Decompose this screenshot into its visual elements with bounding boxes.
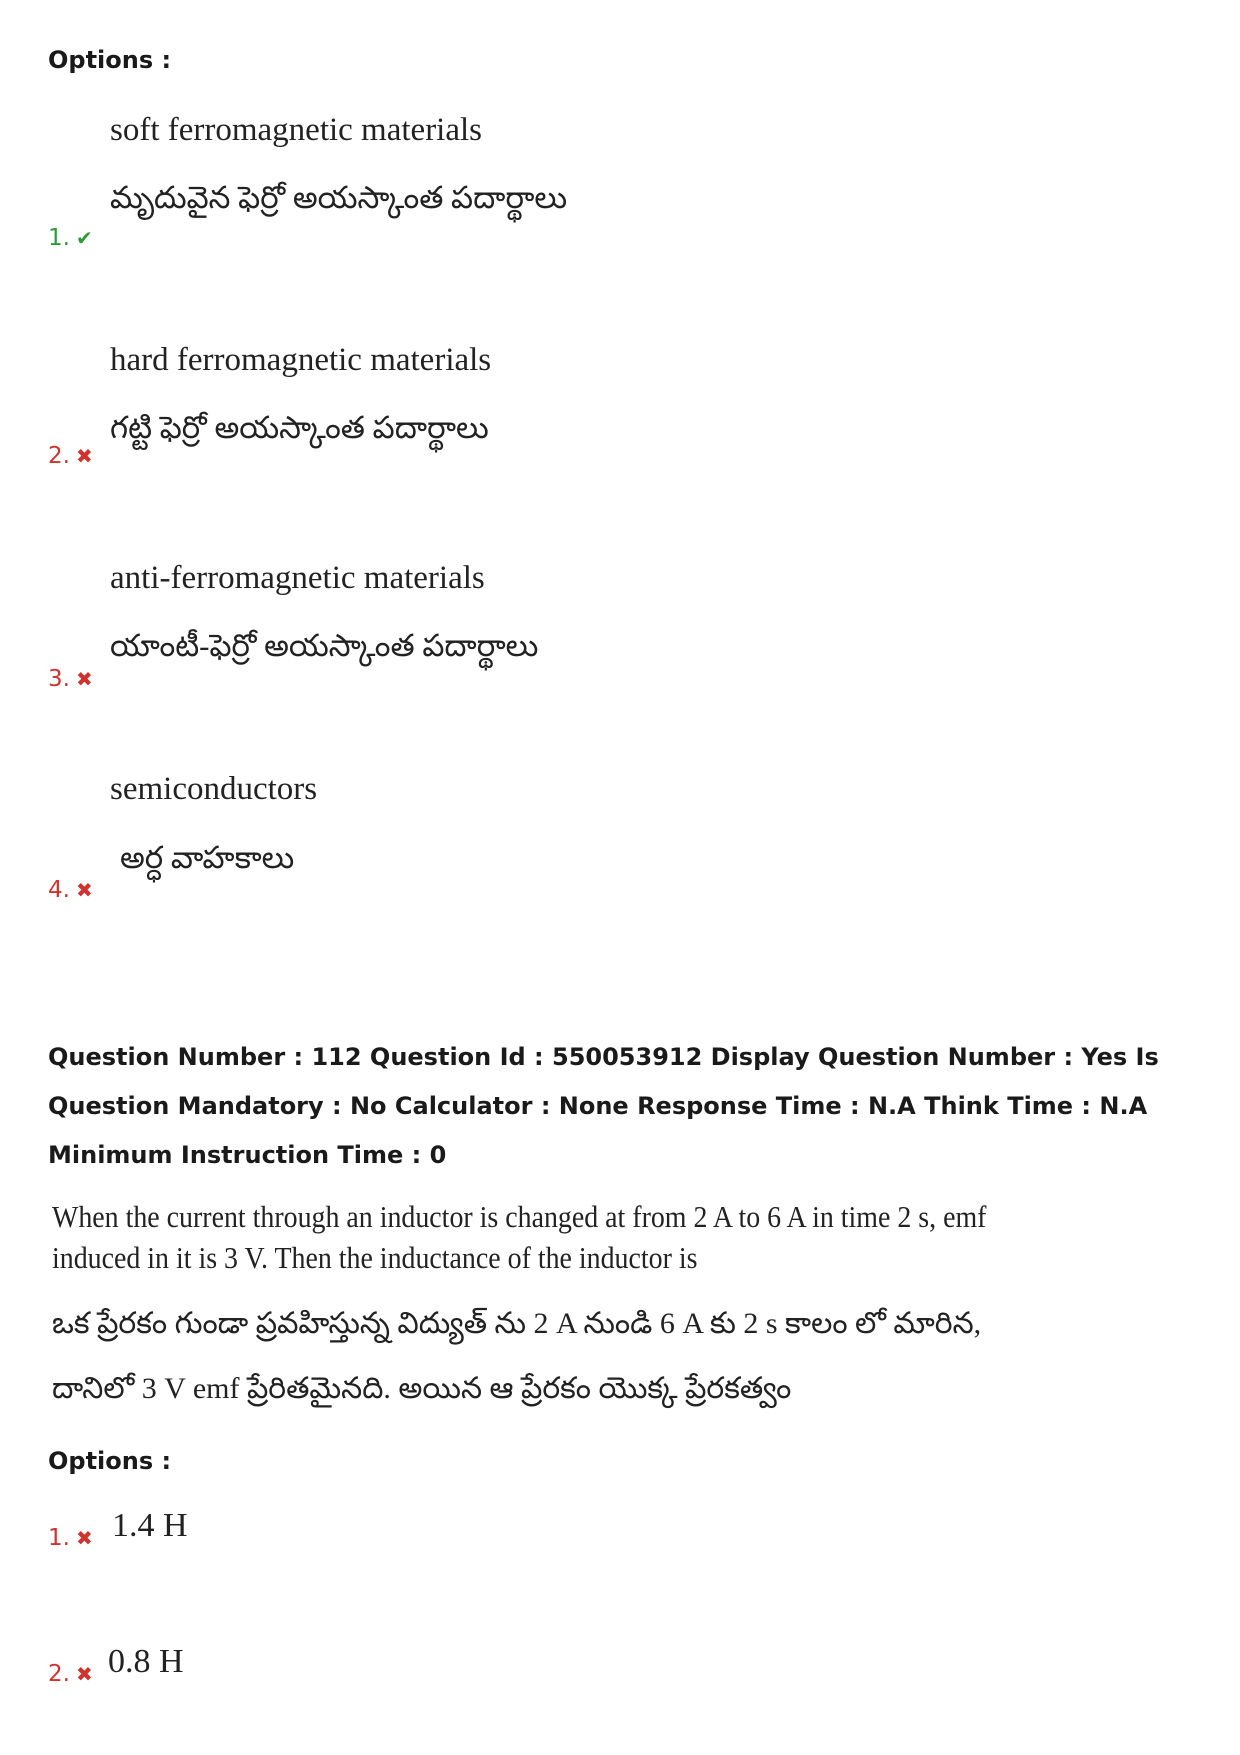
option-3-english: anti-ferromagnetic materials bbox=[110, 560, 485, 596]
check-icon: ✔ bbox=[75, 226, 93, 250]
option-number-label: 1. bbox=[48, 225, 70, 251]
answer-option-2-value: 0.8 H bbox=[108, 1643, 184, 1680]
question-text-telugu-line-2: దానిలో 3 V emf ప్రేరితమైనది. అయిన ఆ ప్రేరకం యొక్క ప్రేరకత్వం bbox=[52, 1372, 792, 1405]
option-4-english: semiconductors bbox=[110, 771, 318, 807]
cross-icon: ✖ bbox=[75, 667, 93, 691]
option-4-number bbox=[48, 877, 93, 903]
option-number-label: 4. bbox=[48, 877, 70, 903]
options-heading: Options : bbox=[48, 46, 172, 74]
options-heading: Options : bbox=[48, 1447, 172, 1475]
answer-option-1-number bbox=[48, 1525, 93, 1551]
cross-icon: ✖ bbox=[75, 444, 93, 468]
option-1-number bbox=[48, 225, 93, 251]
option-2-number bbox=[48, 443, 93, 469]
option-3-telugu: యాంటీ-ఫెర్రో అయస్కాంత పదార్థాలు bbox=[110, 628, 539, 663]
answer-option-2-number bbox=[48, 1661, 93, 1687]
option-1-telugu: మృదువైన ఫెర్రో అయస్కాంత పదార్థాలు bbox=[110, 180, 568, 215]
cross-icon: ✖ bbox=[75, 1526, 93, 1550]
cross-icon: ✖ bbox=[75, 1662, 93, 1686]
option-number-label: 3. bbox=[48, 666, 70, 692]
cross-icon: ✖ bbox=[75, 878, 93, 902]
question-text-telugu-line-1: ఒక ప్రేరకం గుండా ప్రవహిస్తున్న విద్యుత్ ను 2 A నుండి 6 A కు 2 s కాలం లో మారిన, bbox=[52, 1307, 982, 1340]
question-meta: Question Number : 112 Question Id : 550053912 Display Question Number : Yes Is Question Mandatory : No Calculator : None Response Time : N.A Think Time : N.A Minimum Instruction Time : 0 bbox=[48, 1043, 1159, 1169]
option-number-label: 1. bbox=[48, 1525, 70, 1551]
option-2-telugu: గట్టి ఫెర్రో అయస్కాంత పదార్థాలు bbox=[110, 410, 489, 445]
option-number-label: 2. bbox=[48, 1661, 70, 1687]
option-4-telugu: అర్ధ వాహకాలు bbox=[120, 840, 295, 875]
answer-option-1-value: 1.4 H bbox=[112, 1507, 188, 1544]
option-number-label: 2. bbox=[48, 443, 70, 469]
question-text-english-line-1: When the current through an inductor is changed at from 2 A to 6 A in time 2 s, emf bbox=[52, 1199, 987, 1234]
option-3-number bbox=[48, 666, 93, 692]
option-1-english: soft ferromagnetic materials bbox=[110, 112, 483, 148]
option-2-english: hard ferromagnetic materials bbox=[110, 342, 492, 378]
question-text-english-line-2: induced in it is 3 V. Then the inductance of the inductor is bbox=[52, 1240, 698, 1275]
